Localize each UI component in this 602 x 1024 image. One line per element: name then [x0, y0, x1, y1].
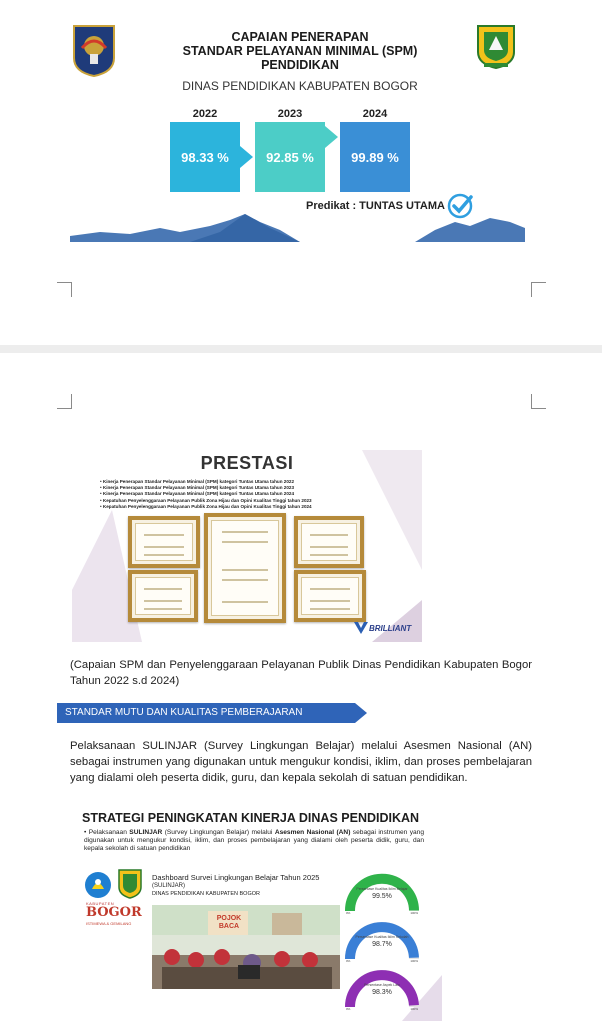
value-box-2023: 92.85 % — [255, 122, 325, 192]
dashboard-org: DINAS PENDIDIKAN KABUPATEN BOGOR — [152, 891, 260, 897]
gauge-card — [344, 965, 420, 1017]
prestasi-bullet: • Kepatuhan Penyelenggaraan Pelayanan Publik Zona Hijau dan Opini Kualitas Tinggi tahun 2024 — [100, 503, 312, 509]
sulinjar-paragraph: Pelaksanaan SULINJAR (Survey Lingkungan Belajar) melalui Asesmen Nasional (AN) sebagai instrumen yang digunakan untuk mengukur kondisi, iklim, dan proses pembelajaran yang dialami oleh peserta didik, guru, dan kepala sekolah di satuan pendidikan. — [70, 740, 532, 784]
prestasi-bullet: • Kinerja Penerapan Standar Pelayanan Minimal (SPM) kategori Tuntas Utama tahun 2024 — [100, 491, 295, 497]
kemendagri-emblem-icon — [72, 24, 116, 78]
gauge-min: 0% — [346, 911, 351, 915]
strategi-slide — [72, 805, 442, 1021]
infographic-title-line2: STANDAR PELAYANAN MINIMAL (SPM) — [182, 44, 418, 58]
prestasi-bullet: • Kinerja Penerapan Standar Pelayanan Minimal (SPM) kategori Tuntas Utama tahun 2022 — [100, 479, 295, 484]
crop-mark-bottom-left — [57, 282, 72, 297]
tut-wuri-handayani-logo-icon — [84, 871, 112, 899]
brilliant-brand-text: BRILLIANT — [369, 624, 412, 633]
bogor-small-label: KABUPATEN — [86, 901, 115, 906]
gauge-card — [344, 869, 420, 921]
crop-mark-bottom-right — [531, 282, 546, 297]
gauge-max: 100% — [410, 959, 418, 963]
bogor-emblem-small-icon — [118, 869, 142, 899]
gauge-label: Persentase Aspek Lain — [364, 983, 400, 987]
prestasi-title: PRESTASI — [200, 453, 294, 473]
year-2023-label: 2023 — [277, 108, 303, 120]
certificate-frame — [128, 516, 200, 568]
value-box-2024: 99.89 % — [340, 122, 410, 192]
document-page-2 — [0, 353, 602, 1024]
brilliant-logo-icon — [354, 622, 368, 634]
prestasi-bullet-list — [100, 479, 312, 510]
gauge-min: 0% — [346, 959, 351, 963]
infographic-title-line1: CAPAIAN PENERAPAN — [231, 30, 369, 44]
gauge-arc — [344, 965, 420, 1009]
gauge-min: 0% — [346, 1007, 351, 1011]
crop-mark-top-left — [57, 394, 72, 409]
strategi-title: STRATEGI PENINGKATAN KINERJA DINAS PENDIDIKAN — [82, 811, 420, 825]
infographic-title-line3: PENDIDIKAN — [261, 58, 339, 72]
mountain-silhouette-icon — [70, 212, 525, 242]
value-box-2022: 98.33 % — [170, 122, 240, 192]
prestasi-caption: (Capaian SPM dan Penyelenggaraan Pelayanan Publik Dinas Pendidikan Kabupaten Bogor Tahun 2022 s.d 2024) — [70, 659, 532, 687]
dashboard-subtitle: (SULINJAR) — [152, 883, 186, 889]
bogor-tagline: ISTIMEWA & GEMILANG — [86, 921, 132, 926]
pojok-baca-sign: POJOK BACA — [216, 915, 242, 930]
classroom-photo — [152, 905, 340, 989]
gauge-label: Persentase Kualitas Iklim Belajar — [356, 887, 408, 891]
gauge-arc — [344, 869, 420, 913]
gauge-value: 98.7% — [372, 941, 392, 948]
year-2022-label: 2022 — [192, 108, 218, 120]
document-page-1 — [0, 0, 602, 345]
gauge-max: 100% — [410, 911, 418, 915]
prestasi-bullet: • Kepatuhan Penyelenggaraan Pelayanan Publik Zona Hijau dan Opini Kualitas Tinggi tahun 2023 — [100, 497, 312, 503]
gauge-arc — [344, 917, 420, 961]
strategi-bullet: • Pelaksanaan SULINJAR (Survey Lingkungan Belajar) melalui Asesmen Nasional (AN) sebagai instrumen yang digunakan untuk mengukur kondisi, iklim, dan proses pembelajaran yang dialami oleh peserta didik, guru, dan kepala sekolah di satuan pendidikan — [84, 829, 425, 852]
bogor-big-label: BOGOR — [86, 905, 142, 920]
gauge-value: 98.3% — [372, 989, 392, 996]
crop-mark-top-right — [531, 394, 546, 409]
gauge-card — [344, 917, 420, 969]
arrow-2022-2023-icon — [240, 146, 253, 168]
year-2024-label: 2024 — [362, 108, 388, 120]
certificate-frame — [128, 570, 198, 622]
certificate-frame — [204, 513, 286, 623]
arrow-2023-2024-icon — [325, 126, 338, 148]
prestasi-slide — [72, 450, 422, 642]
certificate-frame — [294, 516, 364, 568]
gauge-label: Persentase Kualitas Iklim Sekolah — [355, 935, 409, 939]
gauge-max: 100% — [410, 1007, 418, 1011]
section-header-banner — [57, 703, 357, 723]
prestasi-bullet: • Kinerja Penerapan Standar Pelayanan Minimal (SPM) kategori Tuntas Utama tahun 2023 — [100, 485, 295, 491]
gauge-value: 99.5% — [372, 893, 392, 900]
infographic-subtitle: DINAS PENDIDIKAN KABUPATEN BOGOR — [182, 79, 418, 93]
kabupaten-bogor-emblem-icon — [476, 24, 516, 70]
section-header-text: STANDAR MUTU DAN KUALITAS PEMBERAJARAN — [65, 707, 303, 718]
dashboard-title: Dashboard Survei Lingkungan Belajar Tahun 2025 — [152, 873, 320, 882]
certificate-frame — [294, 570, 366, 622]
predikat-text: Predikat : TUNTAS UTAMA — [306, 200, 445, 212]
